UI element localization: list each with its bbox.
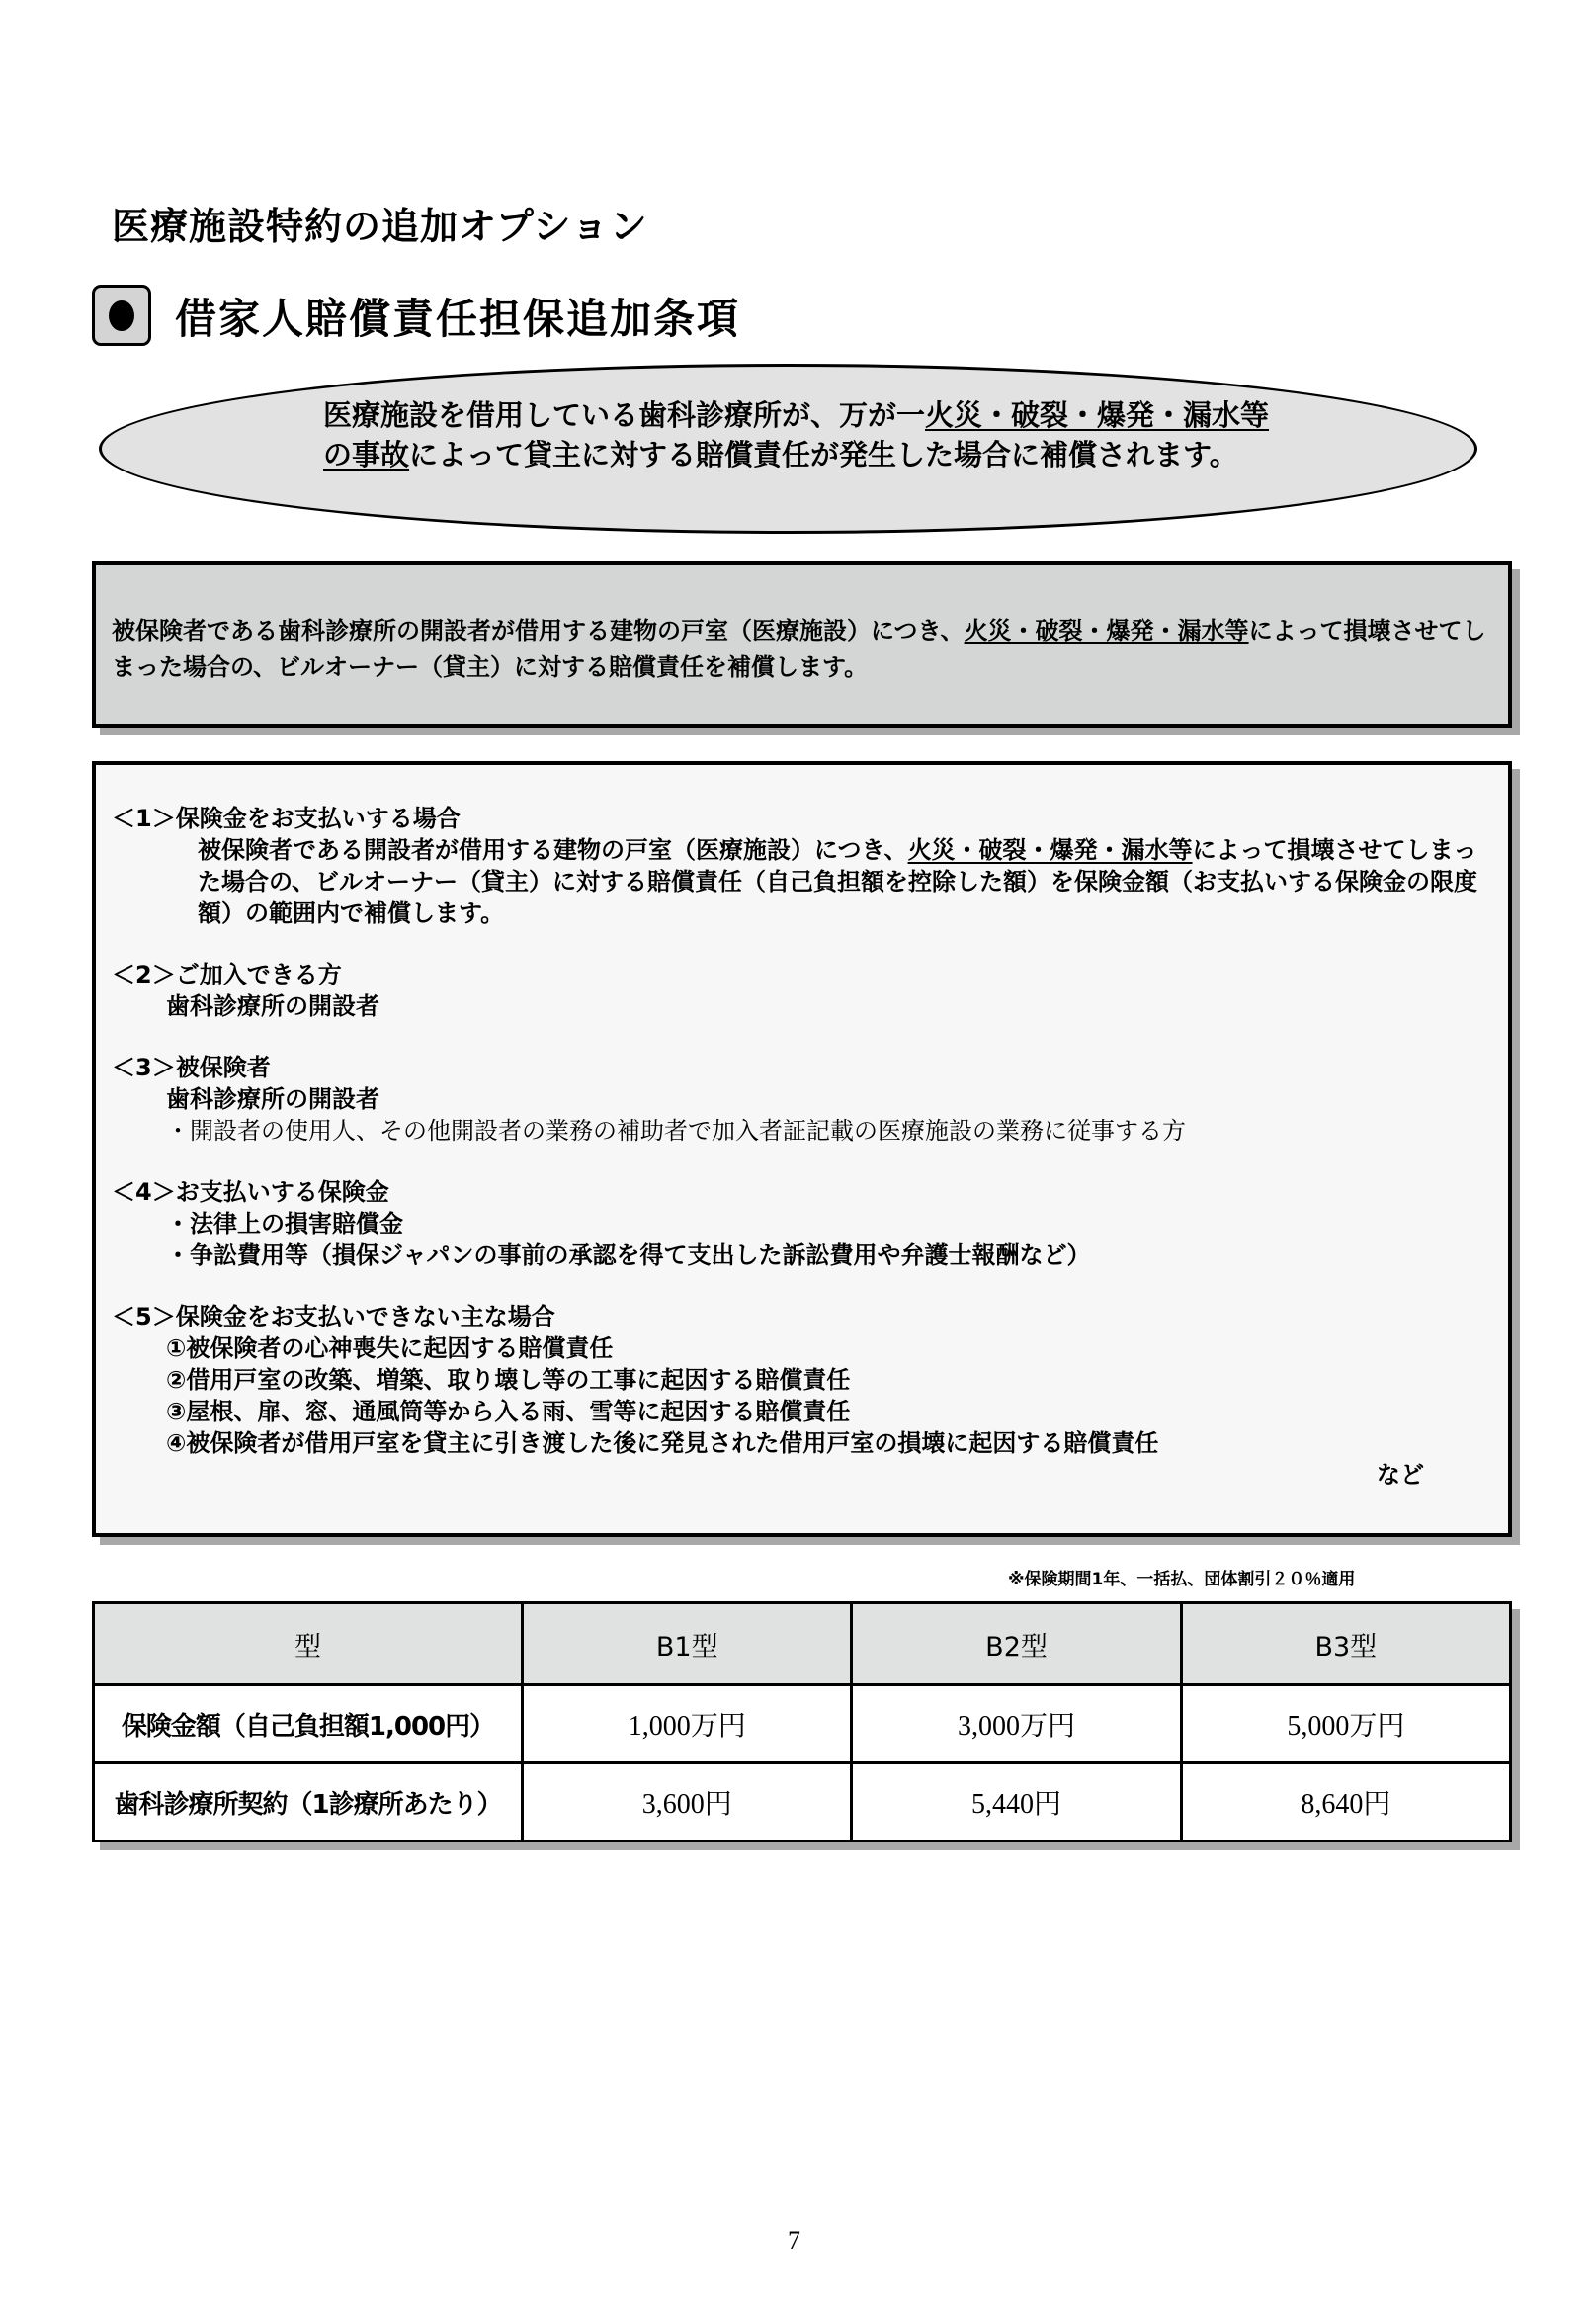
table-header: B3型 xyxy=(1181,1603,1510,1685)
section-5-item: ②借用戸室の改築、増築、取り壊し等の工事に起因する賠償責任 xyxy=(166,1366,851,1394)
price-table xyxy=(92,1601,1512,1842)
section-1-heading: ＜1＞保険金をお支払いする場合 xyxy=(112,805,461,832)
table-header: B2型 xyxy=(852,1603,1181,1685)
page-number: 7 xyxy=(788,2226,800,2255)
table-cell: 3,000万円 xyxy=(852,1685,1181,1763)
section-1-underlined: 火災・破裂・爆発・漏水等 xyxy=(907,836,1193,864)
section-4-item: ・法律上の損害賠償金 xyxy=(166,1210,403,1238)
ellipse-underlined: 火災・破裂・爆発・漏水等の事故 xyxy=(323,398,1270,471)
bullet-dot-icon xyxy=(109,300,134,331)
section-1-part2: によって損壊させてしまった場合の、ビルオーナー（貸主）に対する賠償責任（自己負担額を控除した額）を保険金額（お支払いする保険金の限度額）の範囲内で補償します。 xyxy=(198,836,1478,927)
section-2-body: 歯科診療所の開設者 xyxy=(166,992,379,1020)
footnote: ※保険期間1年、一括払、団体割引２０％適用 xyxy=(1008,1570,1356,1589)
section-4-heading: ＜4＞お支払いする保険金 xyxy=(112,1178,389,1206)
section-1-part1: 被保険者である開設者が借用する建物の戸室（医療施設）につき、 xyxy=(198,836,908,864)
table-header: 型 xyxy=(94,1603,523,1685)
section-title: 借家人賠償責任担保追加条項 xyxy=(175,295,741,343)
section-3-note: ・開設者の使用人、その他開設者の業務の補助者で加入者証記載の医療施設の業務に従事する方 xyxy=(166,1117,1186,1145)
section-5-heading: ＜5＞保険金をお支払いできない主な場合 xyxy=(112,1303,555,1330)
table-header: B1型 xyxy=(523,1603,852,1685)
table-cell: 1,000万円 xyxy=(523,1685,852,1763)
summary-part1: 被保険者である歯科診療所の開設者が借用する建物の戸室（医療施設）につき、 xyxy=(112,617,965,644)
row-label: 歯科診療所契約（1診療所あたり） xyxy=(94,1763,523,1841)
table-cell: 5,440円 xyxy=(852,1763,1181,1841)
summary-text xyxy=(112,613,1495,686)
section-5-item: ③屋根、扉、窓、通風筒等から入る雨、雪等に起因する賠償責任 xyxy=(166,1398,851,1425)
ellipse-text xyxy=(323,395,1272,474)
section-5-trailer: など xyxy=(1377,1461,1424,1489)
section-1-body xyxy=(112,834,1495,929)
table-row xyxy=(94,1763,1511,1841)
table-cell: 8,640円 xyxy=(1181,1763,1510,1841)
section-marker xyxy=(92,285,151,346)
section-5-item: ④被保険者が借用戸室を貸主に引き渡した後に発見された借用戸室の損壊に起因する賠償責任 xyxy=(166,1429,1159,1457)
section-5-item: ①被保険者の心神喪失に起因する賠償責任 xyxy=(166,1334,614,1362)
page-heading: 医療施設特約の追加オプション xyxy=(112,205,648,248)
table-cell: 3,600円 xyxy=(523,1763,852,1841)
row-label: 保険金額（自己負担額1,000円） xyxy=(94,1685,523,1763)
detail-content xyxy=(112,803,1495,1491)
section-4-item: ・争訟費用等（損保ジャパンの事前の承認を得て支出した訴訟費用や弁護士報酬など） xyxy=(166,1242,1091,1269)
section-3-body: 歯科診療所の開設者 xyxy=(166,1085,379,1113)
ellipse-text-part2: によって貸主に対する賠償責任が発生した場合に補償されます。 xyxy=(409,438,1238,471)
section-3-heading: ＜3＞被保険者 xyxy=(112,1054,271,1081)
summary-part2: によって損壊させてしまった場合の、ビルオーナー（貸主）に対する賠償責任を補償します。 xyxy=(112,617,1486,681)
section-2-heading: ＜2＞ご加入できる方 xyxy=(112,961,342,988)
summary-underlined: 火災・破裂・爆発・漏水等 xyxy=(964,617,1249,644)
ellipse-text-part1: 医療施設を借用している歯科診療所が、万が一 xyxy=(323,398,926,432)
table-cell: 5,000万円 xyxy=(1181,1685,1510,1763)
table-header-row xyxy=(94,1603,1511,1685)
table-row xyxy=(94,1685,1511,1763)
